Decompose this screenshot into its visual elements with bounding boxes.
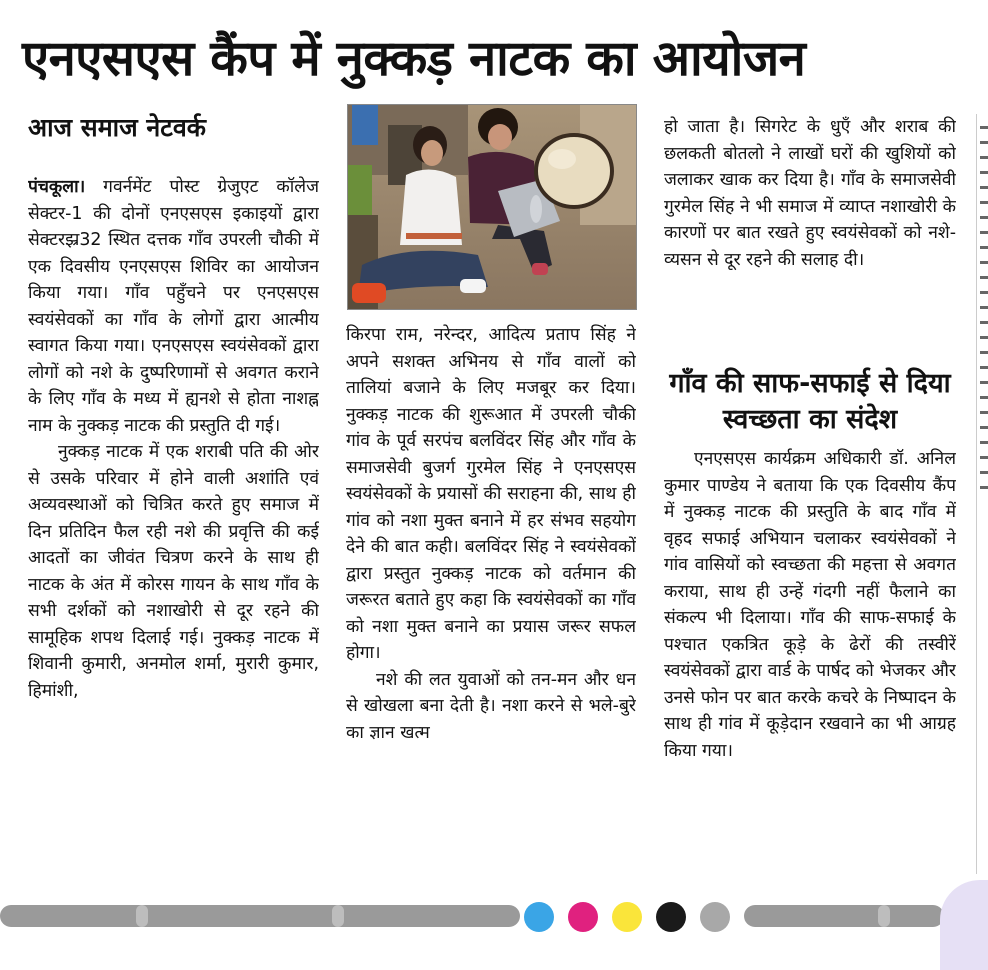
paragraph-text: गवर्नमेंट पोस्ट ग्रेजुएट कॉलेज सेक्टर-1 की दोनों एनएसएस इकाइयों द्वारा सेक्टरझ्र32 स्थित दत्तक गाँव उपरली चौकी में एक दिवसीय एनएसएस शिविर का आयोजन किया गया। गाँव पहुँचने पर एनएसएस स्वयंसेवकों का गाँव के लोगों द्वारा आत्मीय स्वागत किया गया। एनएसएस स्वयंसेवकों द्वारा लोगों को नशे के दुष्परिणामों से अवगत कराने के लिए गाँव के मध्य में ह्यनशे से होता नाशह्न नाम के नुक्कड़ नाटक की प्रस्तुति दी गई। [28, 177, 319, 436]
news-photo [347, 104, 637, 310]
article-column-2 [346, 322, 636, 874]
article-paragraph [28, 174, 319, 439]
byline: आज समाज नेटवर्क [28, 113, 206, 142]
adjacent-article-edge [976, 114, 988, 874]
headline: एनएसएस कैंप में नुक्कड़ नाटक का आयोजन [22, 30, 806, 87]
registration-dot-gray [700, 902, 730, 932]
registration-dot-magenta [568, 902, 598, 932]
page-scroll-bar-right [744, 905, 944, 927]
article-column-1 [28, 174, 319, 874]
article-paragraph: नुक्कड़ नाटक में एक शराबी पति की ओर से उसके परिवार में होने वाली अशांति एवं अव्यवस्थाओं को चित्रित करते हुए समाज में दिन प्रतिदिन फैल रही नशे की प्रवृत्ति की कई आदतों का जीवंत चित्रण करने के साथ ही नाटक के अंत में कोरस गायन के साथ गाँव के सभी दर्शकों को नशाखोरी से दूर रहने की सामूहिक शपथ दिलाई गई। नुक्कड़ नाटक में शिवानी कुमारी, अनमोल शर्मा, मुरारी कुमार, हिमांशी, [28, 442, 319, 701]
article-paragraph: किरपा राम, नरेन्दर, आदित्य प्रताप सिंह ने अपने सशक्त अभिनय से गाँव वालों को तालियां बजाने के लिए मजबूर कर दिया।नुक्कड़ नाटक की शुरूआत में उपरली चौकी गांव के पूर्व सरपंच बलविंदर सिंह और गाँव के समाजसेवी बुजर्ग गुरमेल सिंह ने एनएसएस स्वयंसेवकों के प्रयासों की सराहना की, साथ ही गांव को नशा मुक्त बनाने में हर संभव सहयोग देने की बात कही। बलविंदर सिंह ने स्वयंसेवकों द्वारा प्रस्तुत नुक्कड़ नाटक को वर्तमान की जरूरत बताते हुए कहा कि स्वयंसेवकों का गाँव को नशा मुक्त बनाने का प्रयास जरूर सफल होगा। [346, 325, 636, 663]
article-column-3-top [664, 114, 956, 360]
registration-dot-black [656, 902, 686, 932]
bar-tick [878, 905, 890, 927]
dateline: पंचकूला। [28, 177, 86, 197]
article-paragraph: नशे की लत युवाओं को तन-मन और धन से खोखला बना देती है। नशा करने से भले-बुरे का ज्ञान खत्म [346, 669, 636, 743]
subheading: गाँव की साफ-सफाई से दिया स्वच्छता का संदेश [669, 368, 951, 435]
photo-street-play-illustration [348, 105, 636, 309]
corner-decoration [940, 880, 988, 970]
bar-tick [332, 905, 344, 927]
registration-dot-cyan [524, 902, 554, 932]
article-column-3-bottom [664, 446, 956, 876]
bar-tick [136, 905, 148, 927]
page-scroll-bar-left [0, 905, 520, 927]
registration-dot-yellow [612, 902, 642, 932]
article-paragraph: एनएसएस कार्यक्रम अधिकारी डॉ. अनिल कुमार पाण्डेय ने बताया कि एक दिवसीय कैंप में नुक्कड़ नाटक की प्रस्तुति के बाद गाँव में वृहद सफाई अभियान चलाकर स्वयंसेवकों ने गांव वासियों को स्वच्छता की महत्ता से अवगत कराया, साथ ही उन्हें गंदगी नहीं फैलाने का संकल्प भी दिलाया। गाँव की साफ-सफाई के पश्चात एकत्रित कूड़े के ढेरों की तस्वीरें स्वयंसेवकों द्वारा वार्ड के पार्षद को भेजकर और उनसे फोन पर बात करके कचरे के निष्पादन के साथ ही गांव में कूड़ेदान रखवाने का भी आग्रह किया गया। [664, 449, 956, 761]
article-paragraph: हो जाता है। सिगरेट के धुएँ और शराब की छलकती बोतलो ने लाखों घरों की खुशियों को जलाकर खाक कर दिया है। गाँव के समाजसेवी गुरमेल सिंह ने भी समाज में व्याप्त नशाखोरी के कारणों पर बात रखते हुए स्वयंसेवकों को नशे-व्यसन से दूर रहने की सलाह दी। [664, 117, 956, 270]
